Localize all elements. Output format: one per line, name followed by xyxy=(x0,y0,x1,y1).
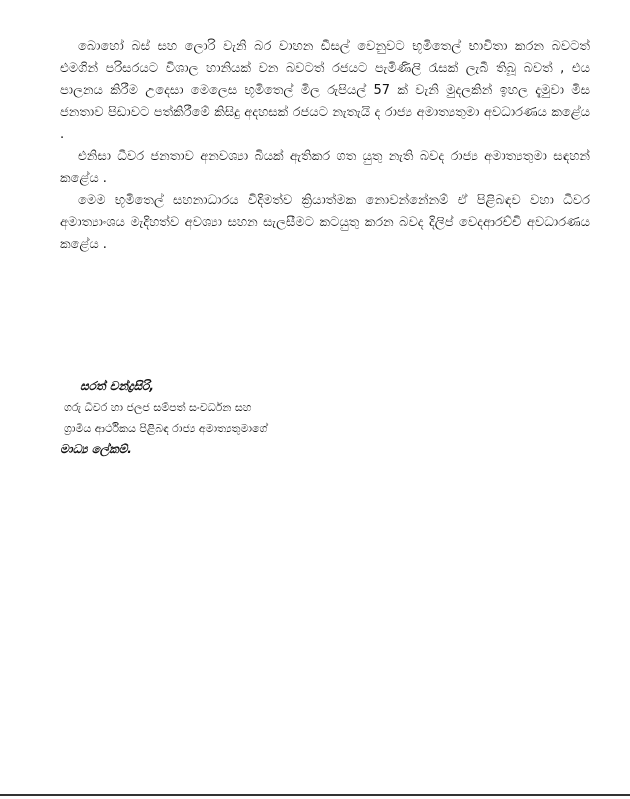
paragraph-kerosene-price: බොහෝ බස් සහ ලොරි වැනි බර වාහන ඩීසල් වෙනුවට භූමිතෙල් භාවිතා කරන බවටත් එමගින් පරිසරයට විශාල හානියක් වන බවටත් රජයට පැමිණිලි රැසක් ලැබී තිබූ බවත් , එය පාලනය කිරීම උදෙසා මෙලෙස භූමිතෙල් මිල රුපියල් 57 ක් වැනි මුදලකින් ඉහල දැමුවා මිස ජනතාව පිඩාවට පත්කිරීමේ කිසිදු අදහසක් රජයට නැතැයි ද රාජ්‍ය අමාත්‍යතුමා අවධාරණය කළේය . xyxy=(60,39,590,142)
paragraph-fishermen-assurance: එනිසා ධීවර ජනතාව අනවශ්‍යා බියක් ඇතිකර ගත යුතු නැති බවද රාජ්‍ය අමාත්‍යතුමා සඳහන් කළේය . xyxy=(60,149,590,186)
signatory-ministry-line-1: ගරු ධීවර හා ජලජ සම්පත් සංවර්ධන සහ xyxy=(64,401,252,414)
signatory-name: සරත් චන්ද්‍රසිරි, xyxy=(80,379,154,393)
signatory-title: මාධ්‍ය ලේකම්. xyxy=(60,442,132,456)
letter-body xyxy=(60,36,590,256)
signatory-ministry-line-2: ග්‍රාමීය ආර්ථිකය පිළිබඳ රාජ්‍ය අමාත්‍යතුමාගේ xyxy=(64,422,268,435)
bottom-divider xyxy=(0,794,630,796)
paragraph-subsidy-intervention: මෙම භූමිතෙල් සහනාධාරය විදිමත්ව ක්‍රියාත්මක නොවන්නේනම් ඒ පිළිබඳව වහා ධීවර අමාත්‍යාංශය මැදිහත්ව අවශ්‍යා සහන සැලසීමට කටයුතු කරන බවද දිලිප් වෙදආරච්චි අවධාරණය කළේය . xyxy=(60,193,590,252)
signature-block xyxy=(60,376,540,460)
